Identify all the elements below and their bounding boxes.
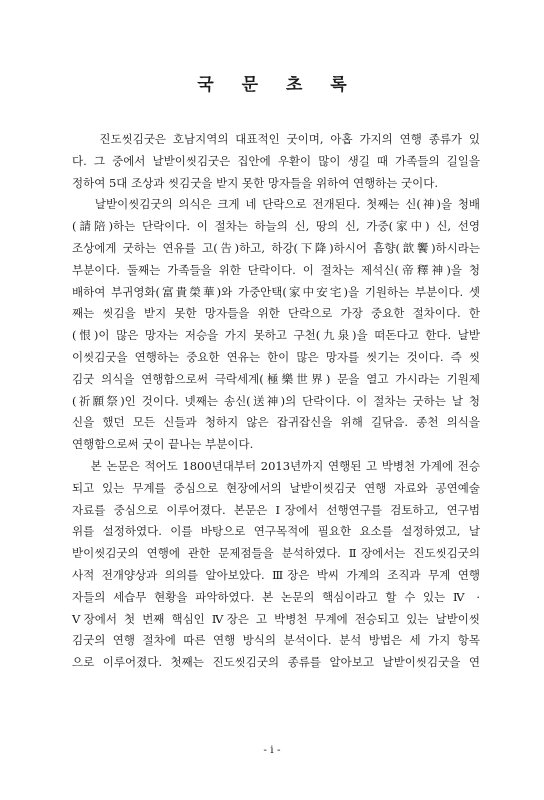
text-line: 조상에게 굿하는 연유를 고(告)하고, 하강(下降)하시어 흠향(歆饗)하시라는	[72, 240, 480, 255]
text-line: 째는 씻김을 받지 못한 망자들을 위한 단락으로 가장 중요한 절차이다. 한	[72, 306, 480, 321]
text-line: 본 논문은 적어도 1800년대부터 2013년까지 연행된 고 박병천 가계에 전승	[72, 458, 480, 473]
page-title: 국 문 초 록	[197, 75, 358, 95]
text-line: 받이씻김굿의 연행에 관한 문제점들을 분석하였다. Ⅱ장에서는 진도씻김굿의	[72, 546, 480, 561]
text-line: 다. 그 중에서 날받이씻김굿은 집안에 우환이 많이 생길 때 가족들의 길일을	[72, 153, 480, 168]
text-line: 김굿의 연행 절차에 따른 연행 방식의 분석이다. 분석 방법은 세 가지 항목	[72, 633, 480, 648]
text-line: 날받이씻김굿의 의식은 크게 네 단락으로 전개된다. 첫째는 신(神)을 청배	[72, 197, 480, 212]
text-line: 연행함으로써 굿이 끝나는 부분이다.	[72, 437, 254, 452]
text-line: 김굿 의식을 연행함으로써 극락세계(極樂世界) 문을 열고 가시라는 기원제	[72, 371, 480, 386]
abstract-body	[72, 129, 480, 674]
paragraph-1	[72, 129, 480, 194]
text-line: 진도씻김굿은 호남지역의 대표적인 굿이며, 아홉 가지의 연행 종류가 있	[72, 132, 480, 146]
text-line: Ⅴ장에서 첫 번째 핵심인 Ⅳ장은 고 박병천 무계에 전승되고 있는 날받이씻	[72, 611, 480, 626]
text-line: 신을 했던 모든 신들과 청하지 않은 잡귀잡신을 위해 길닦음. 종천 의식을	[72, 415, 480, 430]
text-line: 사적 전개양상과 의의를 알아보았다. Ⅲ장은 박씨 가계의 조직과 무계 연행	[72, 567, 480, 582]
text-line: (恨)이 많은 망자는 저승을 가지 못하고 구천(九泉)을 떠돈다고 한다. 날받	[72, 328, 480, 343]
paragraph-2	[72, 194, 480, 456]
text-line: 정하여 5대 조상과 씻김굿을 받지 못한 망자들을 위하여 연행하는 굿이다.	[72, 175, 439, 190]
paragraph-3	[72, 456, 480, 674]
text-line: 부분이다. 둘째는 가족들을 위한 단락이다. 이 절차는 제석신(帝釋神)을 청	[72, 262, 480, 277]
text-line: 위를 설정하였다. 이를 바탕으로 연구목적에 필요한 요소를 설정하였고, 날	[72, 524, 480, 539]
text-line: (請陪)하는 단락이다. 이 절차는 하늘의 신, 땅의 신, 가중(家中) 신, 선영	[72, 219, 480, 234]
text-line: 이씻김굿을 연행하는 중요한 연유는 한이 많은 망자를 씻기는 것이다. 즉 씻	[72, 349, 480, 364]
text-line: 자료를 중심으로 이루어졌다. 본문은 Ⅰ장에서 선행연구를 검토하고, 연구범	[72, 502, 480, 517]
text-line: 으로 이루어졌다. 첫째는 진도씻김굿의 종류를 알아보고 날받이씻김굿을 연	[72, 655, 480, 670]
text-line: 되고 있는 무계를 중심으로 현장에서의 날받이씻김굿 연행 자료와 공연예술	[72, 480, 480, 495]
text-line: (祈願祭)인 것이다. 넷째는 송신(送神)의 단락이다. 이 절차는 굿하는 날 청	[72, 393, 480, 408]
text-line: 자들의 세습무 현황을 파악하였다. 본 논문의 핵심이라고 할 수 있는 Ⅳ ·	[72, 589, 480, 604]
text-line: 배하여 부귀영화(富貴榮華)와 가중안택(家中安宅)을 기원하는 부분이다. 셋	[72, 284, 480, 299]
page-number: - i -	[263, 744, 281, 756]
